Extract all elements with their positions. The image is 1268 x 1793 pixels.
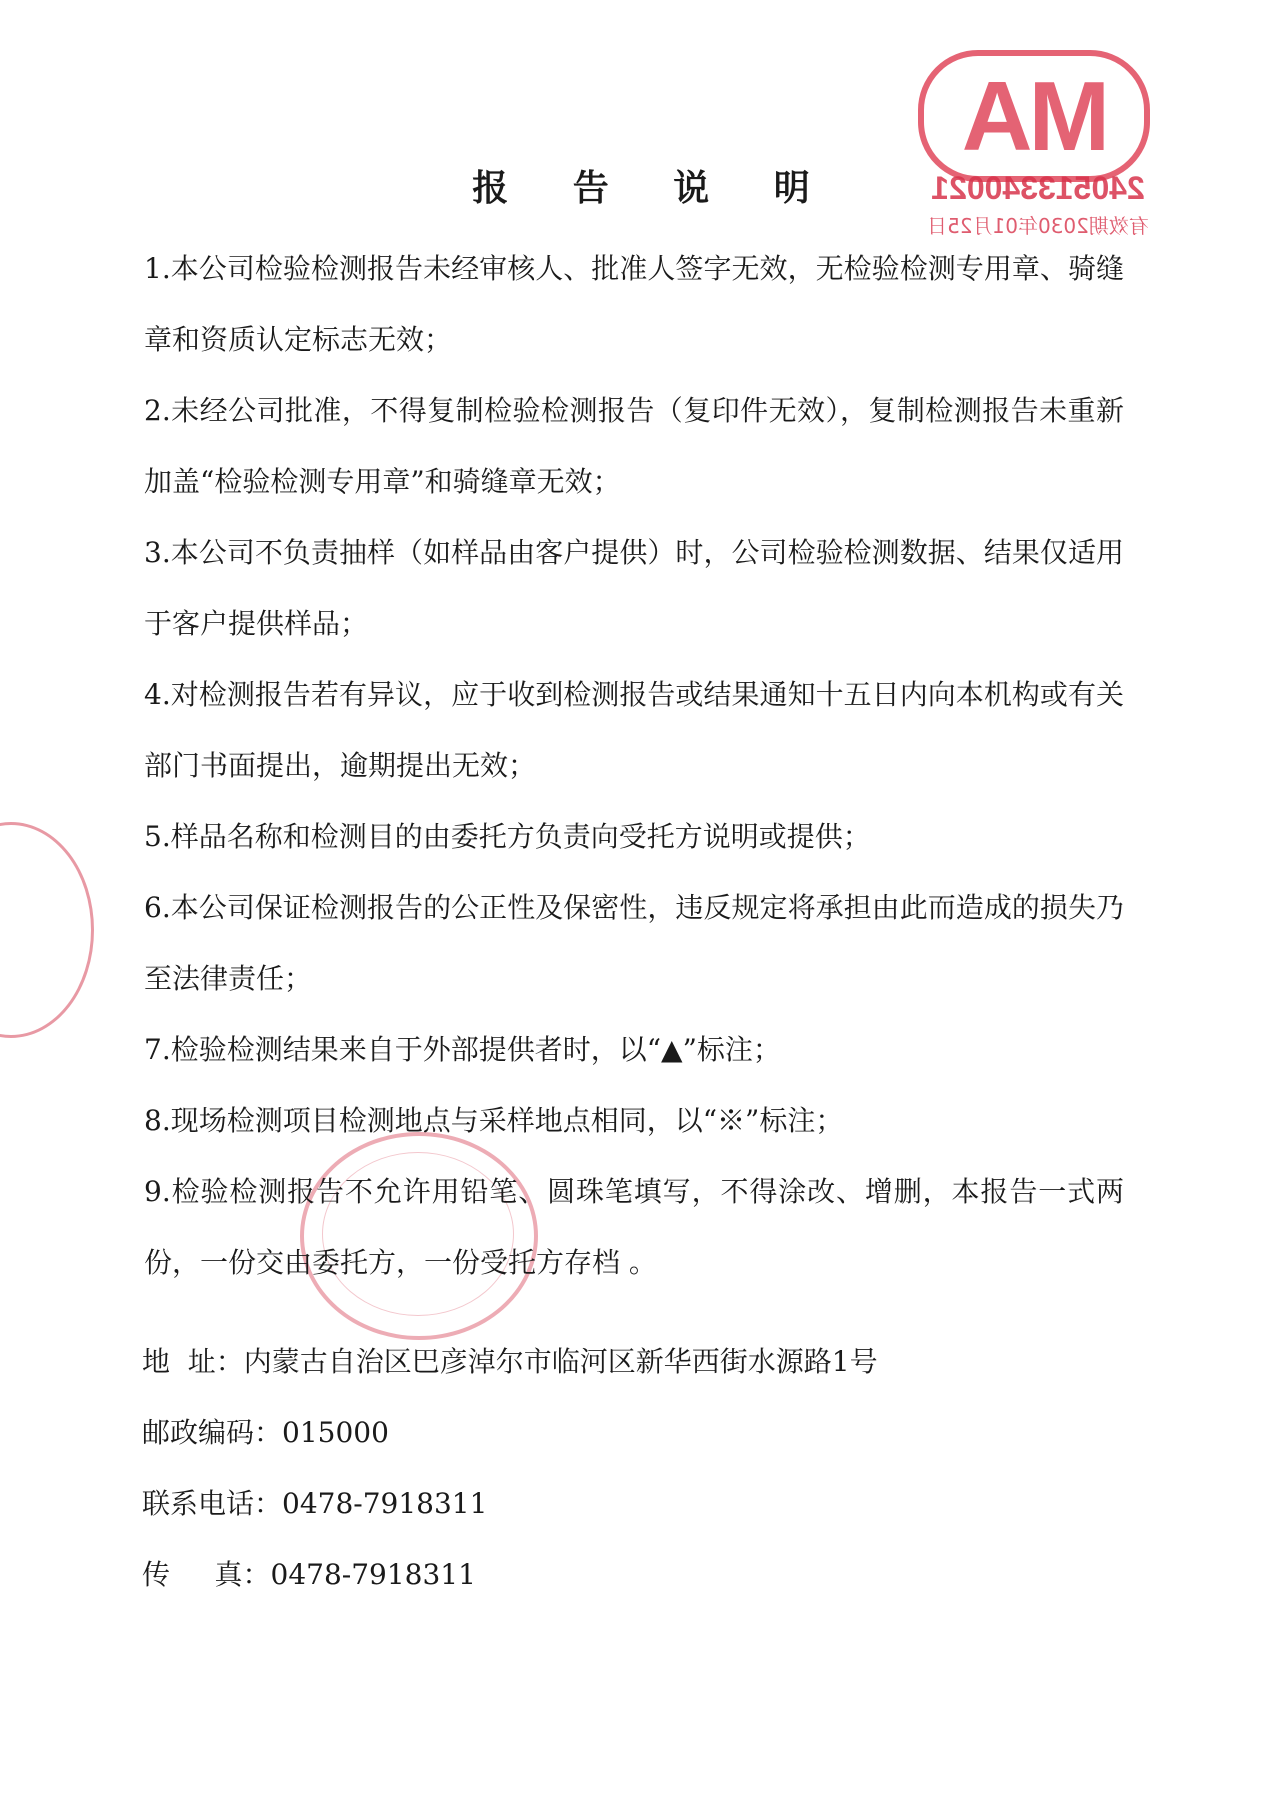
note-item-1: 1.本公司检验检测报告未经审核人、批准人签字无效，无检验检测专用章、骑缝章和资质认定标志无效；: [144, 252, 1124, 356]
page-title: 报 告 说 明: [472, 167, 836, 209]
note-item-4: 4.对检测报告若有异议，应于收到检测报告或结果通知十五日内向本机构或有关部门书面提出，逾期提出无效；: [144, 678, 1124, 782]
seam-seal-stamp: [0, 822, 94, 1038]
cma-stamp-mark: AM: [961, 61, 1107, 171]
report-notes-list: [144, 233, 1124, 1298]
note-item-6: 6.本公司保证检测报告的公正性及保密性，违反规定将承担由此而造成的损失乃至法律责任；: [144, 891, 1124, 995]
note-item-3: 3.本公司不负责抽样（如样品由客户提供）时，公司检验检测数据、结果仅适用于客户提供样品；: [144, 536, 1124, 640]
note-item-8: 8.现场检测项目检测地点与采样地点相同，以“※”标注；: [144, 1104, 844, 1137]
note-item-9: 9.检验检测报告不允许用铅笔、圆珠笔填写，不得涂改、增删，本报告一式两份，一份交由委托方，一份受托方存档 。: [144, 1175, 1124, 1279]
note-item-7: 7.检验检测结果来自于外部提供者时，以“▲”标注；: [144, 1033, 781, 1066]
phone-line: 联系电话：0478-7918311: [142, 1487, 488, 1520]
contact-info: [142, 1326, 1122, 1610]
cma-stamp-number: 240513340021: [931, 170, 1145, 206]
address-line: 地 址：内蒙古自治区巴彦淖尔市临河区新华西街水源路1号: [142, 1345, 878, 1378]
note-item-2: 2.未经公司批准，不得复制检验检测报告（复印件无效），复制检测报告未重新加盖“检验检测专用章”和骑缝章无效；: [144, 394, 1124, 498]
cma-stamp-validity: 有效期2030年01月25日: [927, 214, 1149, 238]
fax-line: 传 真：0478-7918311: [142, 1558, 476, 1591]
note-item-5: 5.样品名称和检测目的由委托方负责向受托方说明或提供；: [144, 820, 871, 853]
postal-code-line: 邮政编码：015000: [142, 1416, 389, 1449]
